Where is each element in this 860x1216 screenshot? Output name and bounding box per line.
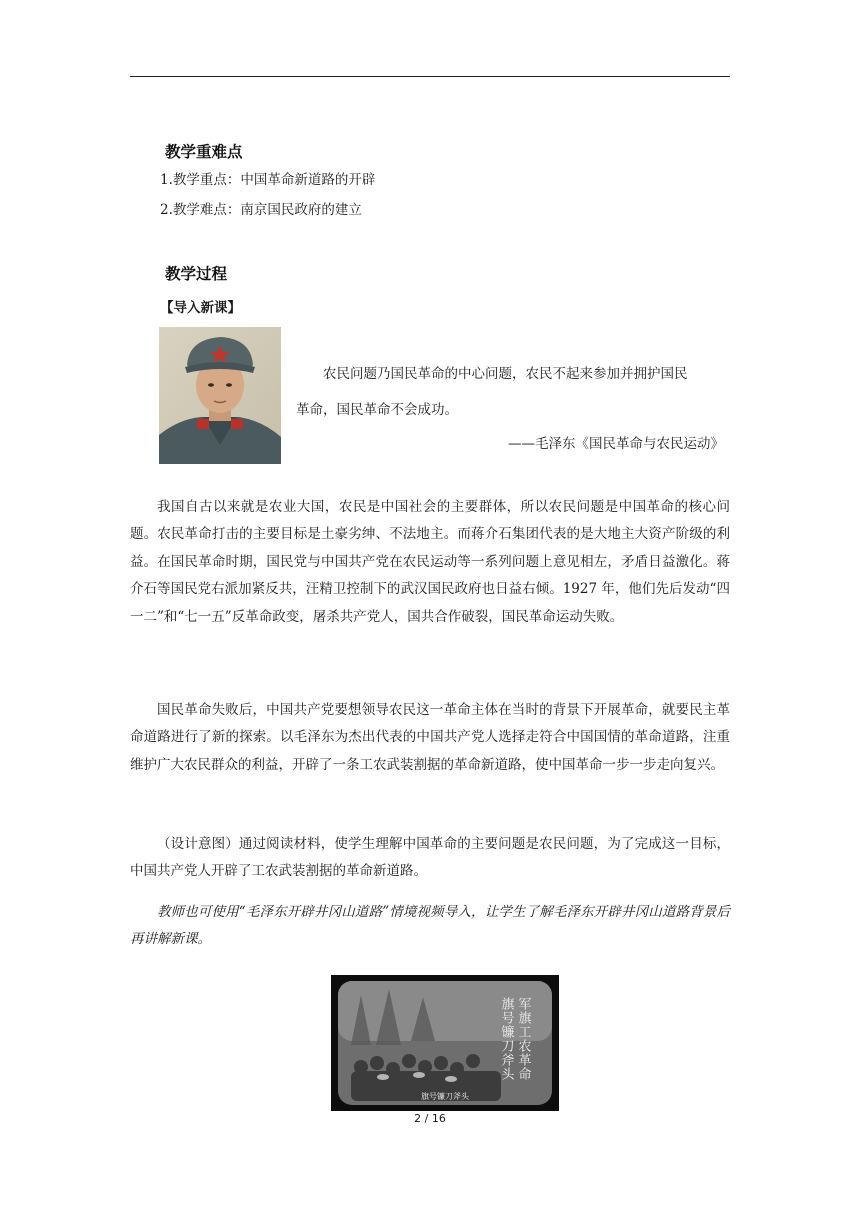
header-rule — [130, 76, 730, 77]
video-bottom-caption: 旗号镰刀斧头 — [421, 1092, 469, 1101]
page-number: 2 / 16 — [414, 1112, 446, 1125]
quote-source: ——毛泽东《国民革命与农民运动》 — [508, 436, 724, 452]
key-points-heading: 教学重难点 — [165, 143, 243, 161]
quote-line-2: 革命，国民革命不会成功。 — [296, 402, 458, 418]
process-heading: 教学过程 — [165, 265, 228, 283]
video-vertical-caption: 军旗工农革命 — [515, 997, 531, 1081]
key-point-item: 2.教学难点：南京国民政府的建立 — [160, 202, 362, 218]
body-paragraph: 国民革命失败后，中国共产党要想领导农民这一革命主体在当时的背景下开展革命，就要民主革命道路进行了新的探索。以毛泽东为杰出代表的中国共产党人选择走符合中国国情的革命道路，注重维护广大农民群众的利益，开辟了一条工农武装割据的革命新道路，使中国革命一步一步走向复兴。 — [130, 702, 730, 773]
body-paragraph: 我国自古以来就是农业大国，农民是中国社会的主要群体，所以农民问题是中国革命的核心问题。农民革命打击的主要目标是土豪劣绅、不法地主。而蒋介石集团代表的是大地主大资产阶级的利益。在国民革命时期，国民党与中国共产党在农民运动等一系列问题上意见相左，矛盾日益激化。蒋介石等国民党右派加紧反共，汪精卫控制下的武汉国民政府也日益右倾。1927 年，他们先后发动“四一二”和“七一五”反革命政变，屠杀共产党人，国共合作破裂，国民革命运动失败。 — [130, 499, 730, 625]
design-intent-paragraph: （设计意图）通过阅读材料，使学生理解中国革命的主要问题是农民问题，为了完成这一目标，中国共产党人开辟了工农武装割据的革命新道路。 — [130, 836, 730, 880]
intro-subheading: 【导入新课】 — [160, 300, 241, 316]
quote-line-1: 农民问题乃国民革命的中心问题，农民不起来参加并拥护国民 — [323, 366, 688, 382]
video-still-image — [331, 975, 559, 1111]
video-vertical-caption: 旗号镰刀斧头 — [498, 997, 514, 1081]
key-point-item: 1.教学重点：中国革命新道路的开辟 — [160, 172, 376, 188]
teacher-note-paragraph: 教师也可使用“毛泽东开辟井冈山道路”情境视频导入，让学生了解毛泽东开辟井冈山道路背景后再讲解新课。 — [130, 904, 730, 948]
portrait-image — [159, 327, 281, 464]
